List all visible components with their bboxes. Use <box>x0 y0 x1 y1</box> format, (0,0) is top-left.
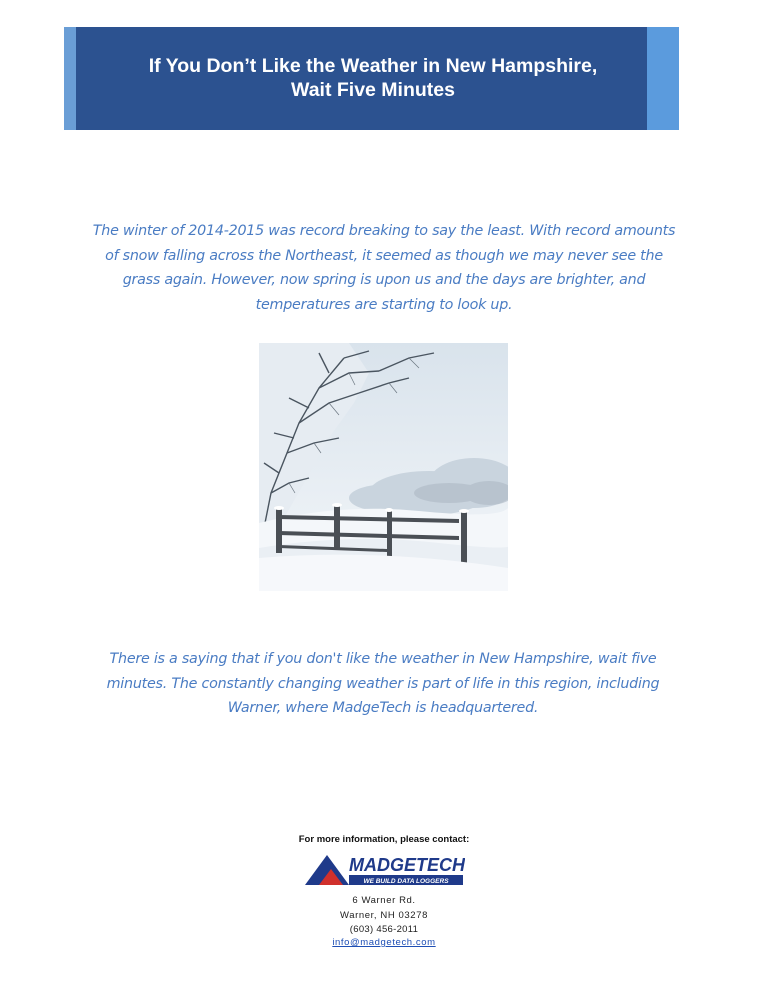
snowy-fence-photo <box>259 343 508 591</box>
logo-tagline: WE BUILD DATA LOGGERS <box>363 878 449 885</box>
contact-heading: For more information, please contact: <box>298 834 470 845</box>
saying-paragraph: There is a saying that if you don't like the weather in New Hampshire, wait five minutes. The constantly changing weather is part of life in this region, including Warner, where MadgeTech is headquartered. <box>106 651 660 716</box>
email-link[interactable]: info@madgetech.com <box>332 937 436 948</box>
page-title-line2: Wait Five Minutes <box>291 79 455 101</box>
title-banner <box>64 27 679 130</box>
banner-right-accent <box>647 27 679 130</box>
address-street: 6 Warner Rd. <box>352 895 416 906</box>
intro-paragraph: The winter of 2014-2015 was record breaking to say the least. With record amounts of snow falling across the Northeast, it seemed as though we may never see the grass again. However, now spring is upon us and the days are brighter, and temperatures are starting to look up. <box>92 223 676 313</box>
banner-panel <box>76 27 659 130</box>
page-title-line1: If You Don’t Like the Weather in New Hampshire, <box>148 55 598 77</box>
logo-wordmark: MADGETECH <box>349 855 465 875</box>
page-title <box>88 54 658 102</box>
address-city: Warner, NH 03278 <box>340 910 428 921</box>
phone-number: (603) 456-2011 <box>349 924 419 935</box>
madgetech-logo <box>305 851 465 887</box>
banner-left-accent <box>64 27 76 130</box>
